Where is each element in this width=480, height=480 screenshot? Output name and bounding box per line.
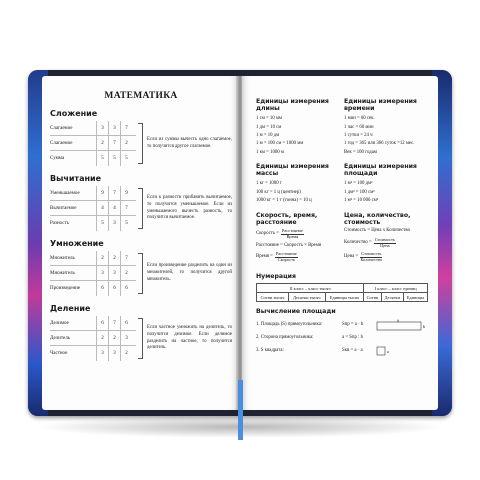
brace-icon <box>136 121 144 166</box>
length-units <box>256 98 340 157</box>
formula-left: Стоимость = Цена х Количество <box>344 227 411 233</box>
section-title: Умножение <box>50 239 104 248</box>
formula-left: Количество = <box>344 239 372 245</box>
denominator: Скорость <box>277 257 296 263</box>
term-value: 2 <box>96 331 108 345</box>
term-value: 2 <box>108 251 120 265</box>
operation-section <box>50 186 232 231</box>
term-value: 4 <box>108 201 120 215</box>
formula-left: Цена = <box>344 254 359 260</box>
length-lines <box>256 115 340 157</box>
formula-line <box>344 229 428 234</box>
formula-left: Скорость = <box>256 230 279 236</box>
term-name: Произведение <box>50 286 81 291</box>
place-value-column: Десятки <box>381 293 403 302</box>
area-calc-label: 3. S квадрата: <box>256 348 284 354</box>
mass-area-block <box>256 163 428 205</box>
square-label-a: a <box>387 349 389 355</box>
term-value: 5 <box>96 216 108 231</box>
area-calc-label: 1. Площадь (S) прямоугольника: <box>256 322 323 328</box>
bookmark-ribbon <box>238 380 243 440</box>
term-value: 3 <box>108 121 120 135</box>
area-calc-formula: Sпр = a · b <box>342 322 364 328</box>
unit-line: 1 кг = 1000 г <box>256 181 282 187</box>
unit-line: 100 кг = 1 ц (центнер) <box>256 189 301 195</box>
grid-row <box>50 266 136 281</box>
term-value: 7 <box>108 316 120 330</box>
units-reference <box>256 98 428 357</box>
time-lines <box>344 115 428 157</box>
term-value: 2 <box>108 331 120 345</box>
unit-line: 1 м² = 100 дм² <box>344 181 373 187</box>
time-title: Единицы измерения времени <box>344 98 417 113</box>
mass-title: Единицы измерения массы <box>256 163 329 178</box>
place-value-column: Десятки тысяч <box>289 293 326 302</box>
math-sections <box>50 109 232 361</box>
term-value: 2 <box>96 136 108 150</box>
example-grid <box>50 121 136 166</box>
term-name: Слагаемое <box>50 140 73 146</box>
term-value: 5 <box>120 151 132 166</box>
term-value: 6 <box>96 281 108 296</box>
term-value: 3 <box>108 216 120 231</box>
rule-note: Если из суммы вычесть одно слагаемое, то получится другое слагаемое. <box>147 136 232 149</box>
place-value-column: Единицы <box>403 293 427 302</box>
rect-label-b: b <box>423 324 425 330</box>
area-calc-row <box>256 344 428 357</box>
length-time-block <box>256 98 428 157</box>
fraction <box>281 229 304 240</box>
term-value: 3 <box>108 346 120 361</box>
unit-line: 1 год = 365 или 366 суток =12 мес. <box>344 141 415 147</box>
term-value: 7 <box>108 136 120 150</box>
areacalc-title: Вычисление площади <box>256 308 336 316</box>
formula-left: Время = <box>256 254 273 260</box>
term-value: 6 <box>96 316 108 330</box>
numeration-table <box>256 283 428 302</box>
numerator: Стоимость <box>374 236 395 242</box>
speed-formula-list <box>256 229 340 263</box>
rule-note: Если произведение разделить на один из множителей, то получится другой множитель. <box>147 263 232 282</box>
grid-row <box>50 151 136 166</box>
unit-line: 1 м = 10 дм <box>256 133 280 139</box>
operation-section <box>50 121 232 166</box>
page-title: МАТЕМАТИКА <box>104 91 178 101</box>
length-title: Единицы измерения длины <box>256 98 329 113</box>
unit-line: 1 час = 60 мин <box>344 124 374 130</box>
area-calc-row <box>256 331 428 344</box>
unit-line: 1 дм² = 100 см² <box>344 189 375 195</box>
unit-line: 1 мин = 60 сек. <box>344 116 375 122</box>
term-name: Делитель <box>50 335 71 341</box>
unit-line: 1 км = 1000 м <box>256 149 284 155</box>
speed-formulas <box>256 212 340 267</box>
speed-title: Скорость, время, расстояние <box>256 211 318 226</box>
brace-icon <box>136 251 144 296</box>
term-name: Частное <box>50 351 68 356</box>
unit-line: 1 см = 10 мм <box>256 116 282 122</box>
grid-row <box>50 136 136 151</box>
rule-note: Если частное умножить на делитель, то получится делимое. Если делимое разделить на частное, то получится делитель. <box>147 324 232 351</box>
numerator: Стоимость <box>361 251 382 257</box>
price-formula-list <box>344 229 428 263</box>
term-name: Разность <box>50 221 69 226</box>
term-name: Вычитаемое <box>50 205 77 211</box>
example-grid <box>50 251 136 296</box>
term-value: 2 <box>96 251 108 265</box>
term-value: 2 <box>120 266 132 280</box>
numerator: Расстояние <box>281 227 303 233</box>
mass-lines <box>256 180 340 205</box>
term-value: 6 <box>108 281 120 296</box>
term-value: 7 <box>120 121 132 135</box>
right-page <box>242 76 438 410</box>
term-value: 7 <box>120 201 132 215</box>
place-value-column: Единицы тысяч <box>325 293 364 302</box>
example-grid <box>50 316 136 361</box>
term-name: Уменьшаемое <box>50 190 80 196</box>
grid-row <box>50 216 136 231</box>
rule-note: Если к разности прибавить вычитаемое, то получится уменьшаемое. Если из уменьшаемого вычесть разность, то получится вычитаемое. <box>147 194 232 221</box>
rectangle-diagram <box>376 318 426 331</box>
place-value-column: Сотни тысяч <box>257 293 289 302</box>
example-grid <box>50 186 136 231</box>
grid-row <box>50 346 136 361</box>
term-value: 5 <box>96 151 108 166</box>
formula-line <box>256 252 340 263</box>
unit-line: Век = 100 годам <box>344 149 377 155</box>
formula-line <box>344 252 428 263</box>
term-value: 4 <box>96 201 108 215</box>
numeration-block <box>256 273 428 302</box>
term-value: 9 <box>96 186 108 200</box>
operation-section <box>50 316 232 361</box>
term-name: Сумма <box>50 156 65 161</box>
brace-icon <box>136 316 144 361</box>
square-diagram <box>376 344 392 357</box>
term-value: 3 <box>96 121 108 135</box>
term-value: 9 <box>120 186 132 200</box>
term-value: 6 <box>120 316 132 330</box>
unit-line: 1 м² = 10 000 см² <box>344 198 379 204</box>
unit-line: 1 дм = 10 см <box>256 124 282 130</box>
grid-row <box>50 281 136 296</box>
term-value: 7 <box>108 186 120 200</box>
area-title: Единицы измерения площади <box>344 163 417 178</box>
denominator: Количество <box>360 257 383 263</box>
term-name: Слагаемое <box>50 125 73 131</box>
denominator: Цена <box>380 242 390 248</box>
brace-icon <box>136 186 144 231</box>
grid-row <box>50 201 136 216</box>
formulas-block <box>256 212 428 267</box>
formula-line <box>256 229 340 240</box>
grid-row <box>50 186 136 201</box>
price-formulas <box>344 212 428 267</box>
area-calc-formula: Sкв = a · a <box>342 348 363 354</box>
grid-row <box>50 251 136 266</box>
section-title: Сложение <box>50 109 98 118</box>
formula-line <box>256 244 340 249</box>
grid-row <box>50 121 136 136</box>
term-value: 5 <box>120 216 132 231</box>
time-units <box>344 98 428 157</box>
term-value: 3 <box>96 266 108 280</box>
term-value: 2 <box>120 346 132 361</box>
area-calc-block <box>256 308 428 357</box>
rect-label-a: a <box>397 318 399 323</box>
class-units: I класс – класс единиц <box>364 284 428 293</box>
numerator: Расстояние <box>275 251 297 257</box>
grid-row <box>50 316 136 331</box>
term-value: 3 <box>120 331 132 345</box>
mass-units <box>256 163 340 205</box>
term-value: 3 <box>108 266 120 280</box>
term-name: Множитель <box>50 270 75 276</box>
fraction <box>360 252 382 263</box>
place-value-column: Сотни <box>364 293 382 302</box>
area-calc-label: 2. Сторона прямоугольника: <box>256 335 314 341</box>
left-page <box>42 76 238 410</box>
area-lines <box>344 180 428 205</box>
class-thousands: II класс – класс тысяч <box>257 284 364 293</box>
numeration-title: Нумерация <box>256 273 296 281</box>
term-name: Множитель <box>50 255 75 261</box>
fraction <box>275 252 298 263</box>
unit-line: 1 сутки = 24 ч <box>344 133 373 139</box>
formula-left: Расстояние = Скорость × Время <box>256 242 322 248</box>
term-value: 7 <box>120 251 132 265</box>
area-calc-row <box>256 318 428 331</box>
math-reference <box>50 84 232 361</box>
price-title: Цена, количество, стоимость <box>344 211 411 226</box>
grid-row <box>50 331 136 346</box>
unit-line: 1000 кг = 1 т (тонна) = 10 ц <box>256 198 312 204</box>
unit-line: 1 м = 100 см = 1000 мм <box>256 141 304 147</box>
area-calc-formula: a = Sпр : b <box>342 335 363 341</box>
operation-section <box>50 251 232 296</box>
area-units <box>344 163 428 205</box>
term-value: 5 <box>108 151 120 166</box>
term-value: 2 <box>120 136 132 150</box>
formula-line <box>344 238 428 249</box>
section-title: Деление <box>50 304 91 313</box>
denominator: Время <box>286 233 299 239</box>
term-value: 6 <box>120 281 132 296</box>
term-value: 3 <box>96 346 108 361</box>
term-name: Делимое <box>50 320 69 326</box>
section-title: Вычитание <box>50 174 102 183</box>
fraction <box>374 238 396 249</box>
